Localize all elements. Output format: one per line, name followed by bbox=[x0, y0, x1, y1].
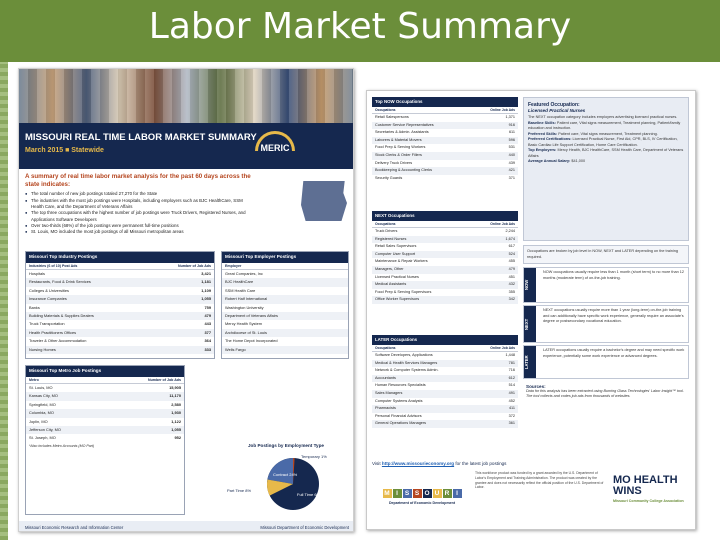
job-level-intro: Occupations are broken by job level in NOW, NEXT and LATER depending on the training required. bbox=[523, 245, 689, 264]
zone-tag: NOW bbox=[524, 268, 536, 302]
table-row: The Home Depot Incorporated bbox=[225, 338, 278, 344]
list-item: Personal Financial Advisors 372 bbox=[375, 413, 515, 418]
list-item: Food Prep & Serving Workers 531 bbox=[375, 145, 515, 150]
featured-occupation-box: Featured Occupation: Licensed Practical Nurses The NEXT occupation category includes employers advertising licensed practical nurses. Baseline Skills: Patient care, Vital signs measurement, Treatment planning, Patient/family education and instruction. Preferred Skills: Patient care, Vital signs measurement, Treatment planning. Preferred Certifications: Licensed Practical Nurse, First Aid, CPR, BLS, IV Certification, Basic Cardiac Life Support Certification, Home Care Certification. Top Employers: Mercy Health, BJC HealthCare, SSM Health Care, Department of Veterans Affairs Average Annual Salary: $41,000 bbox=[523, 97, 689, 241]
list-item: Customer Service Representatives 916 bbox=[372, 122, 518, 130]
table-row: Insurance Companies 1,055 bbox=[26, 295, 214, 303]
table-row: Building Materials & Supplies Dealers 479 bbox=[26, 312, 214, 320]
document-footer bbox=[19, 521, 354, 532]
list-item: Retail Salespersons 1,371 bbox=[375, 115, 515, 119]
employment-type-chart bbox=[223, 443, 349, 521]
table-row: Jefferson City, MO 1,055 bbox=[26, 426, 184, 434]
table-row: Banks 759 bbox=[29, 304, 211, 310]
mo-health-wins-logo bbox=[613, 475, 689, 527]
list-item: Pharmacists 411 bbox=[372, 405, 518, 413]
table-row: Hospitals 3,421 bbox=[29, 271, 211, 276]
featured-title: Featured Occupation: bbox=[528, 102, 580, 108]
summary-bullet: ● The top three occupations with the highest number of job postings were Truck Drivers, Registered Nurses, and Applications Software Developers bbox=[25, 210, 255, 223]
table-row: Colleges & Universities 1,109 bbox=[29, 287, 211, 293]
table-row: Great Companies, Inc bbox=[225, 271, 263, 276]
list-item: Licensed Practical Nurses 451 bbox=[375, 274, 515, 279]
table-row: Health Practitioners Offices 377 bbox=[26, 329, 214, 337]
list-item: Truck Drivers 2,244 bbox=[375, 229, 515, 233]
pie-slice-contract bbox=[267, 458, 293, 484]
table-row: Traveler & Other Accommodation 364 bbox=[29, 338, 211, 344]
list-item: Maintenance & Repair Workers 455 bbox=[375, 259, 515, 264]
table-row: St. Louis, MO 15,905 bbox=[29, 385, 181, 390]
list-item: Software Developers, Applications 1,448 bbox=[375, 353, 515, 357]
list-title: Top NOW Occupations bbox=[372, 97, 518, 107]
table-row: Joplin, MO 1,122 bbox=[29, 418, 181, 424]
zone-text: LATER occupations usually require a bachelor's degree and may need specific work experience, potentially some work experience or advanced degrees. bbox=[543, 348, 685, 358]
summary-bullet: ● The industries with the most job postings were Hospitals, including employers such as BJC HealthCare, SSM Health Care, and the Department of Veterans Affairs bbox=[25, 198, 255, 211]
now-zone bbox=[523, 267, 689, 303]
table-row: SSM Health Care bbox=[225, 287, 256, 293]
list-item: Medical Assistants 432 bbox=[372, 281, 518, 289]
list-item: General Operations Managers 361 bbox=[372, 420, 518, 428]
list-item: Food Prep & Serving Supervisors 355 bbox=[375, 289, 515, 294]
table-row: St. Joseph, MO 952 bbox=[29, 435, 181, 441]
table-row: Robert Half International bbox=[222, 295, 348, 303]
list-item: Delivery Truck Drivers 439 bbox=[375, 160, 515, 165]
list-item: Computer User Support 524 bbox=[372, 251, 518, 259]
column-header: Number of Job Ads bbox=[177, 264, 211, 268]
table-row: BJC HealthCare bbox=[222, 278, 348, 286]
logo-subtext: Missouri Community College Association bbox=[613, 499, 684, 503]
table-row: Kansas City, MO 11,170 bbox=[26, 392, 184, 400]
list-item: Retail Sales Supervisors 617 bbox=[375, 244, 515, 249]
table-row: Springfield, MO 2,580 bbox=[29, 401, 181, 407]
logo-text: MO HEALTH WINS bbox=[613, 474, 678, 497]
next-zone bbox=[523, 305, 689, 343]
zone-text: NOW occupations usually require less than 1 month (short term) to no more than 12 months (moderate term) of on-the-job training. bbox=[543, 270, 684, 280]
summary-bullet: ● The total number of new job postings totaled 27,270 for the State bbox=[25, 191, 255, 197]
document-banner bbox=[19, 123, 354, 169]
list-item: Stock Clerks & Order Fillers 440 bbox=[372, 152, 518, 160]
website-link[interactable]: http://www.missourieconomy.org bbox=[381, 461, 455, 466]
list-item: Bookkeeping & Accounting Clerks 421 bbox=[372, 167, 518, 175]
list-item: Registered Nurses 1,674 bbox=[372, 236, 518, 244]
department-name: Department of Economic Development bbox=[388, 501, 456, 505]
summary-bullets bbox=[25, 191, 255, 236]
workers-photo-collage bbox=[19, 69, 354, 123]
zone-tag: NEXT bbox=[524, 306, 536, 342]
column-header: Industries (6 of 10) Post Ads bbox=[29, 264, 78, 268]
footer-right-text: Missouri Department of Economic Development bbox=[260, 524, 349, 530]
zone-text: NEXT occupations usually require more than 1 year (long-term) on-the-job training and can additionally have specific work experience, generally require an associate's degree or postsecondary vocational education. bbox=[543, 308, 684, 323]
list-item: Human Resources Specialists 514 bbox=[375, 383, 515, 388]
next-occupations-list: NEXT Occupations Occupations Online Job Ads Truck Drivers 2,244 Registered Nurses 1,674 Retail Sales Supervisors 617 Computer User Support 524 Maintenance & Repair Workers 455 Managers, Other 479 Licensed Practical Nurses 451 Medical Assistants 432 Food Prep & Serving Supervisors 355 Office Worker Supervisors 342 bbox=[372, 211, 518, 304]
labor-market-summary-page bbox=[18, 68, 354, 532]
table-title: Missouri Top Employer Postings bbox=[222, 252, 348, 263]
later-zone bbox=[523, 345, 689, 379]
document-title: MISSOURI REAL TIME LABOR MARKET SUMMARY bbox=[25, 132, 257, 143]
list-title: NEXT Occupations bbox=[372, 211, 518, 221]
decorative-strip bbox=[0, 62, 8, 540]
employment-type-pie bbox=[223, 448, 349, 516]
missouri-map-icon bbox=[301, 181, 347, 221]
pie-label: Full Time 68% bbox=[297, 492, 323, 497]
visit-line: Visit http://www.missourieconomy.org for the latest job postings bbox=[372, 461, 507, 466]
featured-occupation-name: Licensed Practical Nurses bbox=[528, 108, 586, 113]
table-row: Restaurants, Food & Drink Services 1,181 bbox=[26, 278, 214, 286]
table-title: Missouri Top Metro Job Postings bbox=[26, 366, 184, 377]
table-row: Washington University bbox=[225, 304, 264, 310]
meric-logo: MERIC bbox=[253, 131, 297, 159]
table-row: Nursing Homes 333 bbox=[26, 346, 214, 354]
now-occupations-list: Top NOW Occupations Occupations Online Job Ads Retail Salespersons 1,371 Customer Service Representatives 916 Secretaries & Admin. Assistants 611 Laborers & Material Movers 596 Food Prep & Serving Workers 531 Stock Clerks & Order Fillers 440 Delivery Truck Drivers 439 Bookkeeping & Accounting Clerks 421 Security Guards 371 bbox=[372, 97, 518, 182]
occupations-page bbox=[366, 90, 696, 530]
zone-tag: LATER bbox=[524, 346, 536, 378]
chart-title: Job Postings by Employment Type bbox=[248, 443, 324, 448]
table-row: Archdiocese of St. Louis bbox=[222, 329, 348, 337]
list-item: Laborers & Material Movers 596 bbox=[372, 137, 518, 145]
top-metro-table bbox=[25, 365, 185, 515]
top-employer-table bbox=[221, 251, 349, 359]
pie-label: Temporary 1% bbox=[301, 454, 327, 459]
sources-title: Sources: bbox=[526, 384, 546, 389]
list-item: Sales Managers 491 bbox=[372, 390, 518, 398]
list-item: Accountants 612 bbox=[372, 375, 518, 383]
table-title: Missouri Top Industry Postings bbox=[26, 252, 214, 263]
featured-body: The NEXT occupation category includes employers advertising licensed practical nurses. bbox=[528, 115, 678, 119]
document-subtitle: March 2015 ■ Statewide bbox=[25, 147, 104, 154]
column-header: Metro bbox=[29, 378, 39, 382]
sources-section bbox=[523, 381, 689, 403]
table-note: *Also includes Metro Accounts (MO Part) bbox=[29, 443, 95, 448]
table-row: Columbia, MO 1,930 bbox=[26, 409, 184, 417]
footer-left-text: Missouri Economic Research and Information Center bbox=[25, 524, 124, 530]
summary-lead: A summary of real time labor market analysis for the past 60 days across the state indicates: bbox=[25, 173, 251, 189]
pie-label: Contract 24% bbox=[273, 472, 298, 477]
column-header: Number of Job Ads bbox=[147, 378, 181, 382]
table-row: Mercy Health System bbox=[225, 321, 262, 327]
later-occupations-list: LATER Occupations Occupations Online Job Ads Software Developers, Applications 1,448 Medical & Health Services Managers 781 Network & Computer Systems Admin. 716 Accountants 612 Human Resources Specialists 514 Sales Managers 491 Computer Systems Analysts 452 Pharmacists 411 Personal Financial Advisors 372 General Operations Managers 361 bbox=[372, 335, 518, 428]
list-item: Security Guards 371 bbox=[375, 175, 515, 180]
list-item: Office Worker Supervisors 342 bbox=[372, 296, 518, 304]
missouri-letters: M I S S O U R I bbox=[377, 489, 467, 498]
list-item: Network & Computer Systems Admin. 716 bbox=[375, 368, 515, 373]
list-item: Computer Systems Analysts 452 bbox=[375, 398, 515, 403]
table-row: Truck Transportation 443 bbox=[29, 321, 211, 327]
list-item: Secretaries & Admin. Assistants 611 bbox=[375, 130, 515, 135]
table-row: Department of Veterans Affairs bbox=[222, 312, 348, 320]
list-item: Medical & Health Services Managers 781 bbox=[372, 360, 518, 368]
top-industry-table bbox=[25, 251, 215, 359]
list-title: LATER Occupations bbox=[372, 335, 518, 345]
grant-disclaimer: This workforce product was funded by a grant awarded by the U.S. Department of Labor's Employment and Training Administration. The product was created by the grantee and does not necessarily reflect the official position of the U.S. Department of Labor. bbox=[475, 471, 604, 490]
column-header: Employer bbox=[225, 264, 242, 268]
table-row: Wells Fargo bbox=[222, 346, 348, 354]
summary-bullet: ● Over two-thirds (68%) of the job postings were permanent full-time positions bbox=[25, 223, 255, 229]
list-item: Managers, Other 479 bbox=[372, 266, 518, 274]
pie-label: Part Time 8% bbox=[227, 488, 252, 493]
summary-section bbox=[25, 173, 255, 236]
sources-text: Data for this analysis has been extracted using Burning Glass Technologies' Labor Insight™ tool. The tool collects and codes job ads from thousands of websites. bbox=[526, 389, 684, 399]
slide-title: Labor Market Summary bbox=[148, 6, 572, 47]
summary-bullet: ● St. Louis, MO included the most job postings of all Missouri metropolitan areas bbox=[25, 229, 255, 235]
missouri-logo bbox=[377, 475, 467, 525]
